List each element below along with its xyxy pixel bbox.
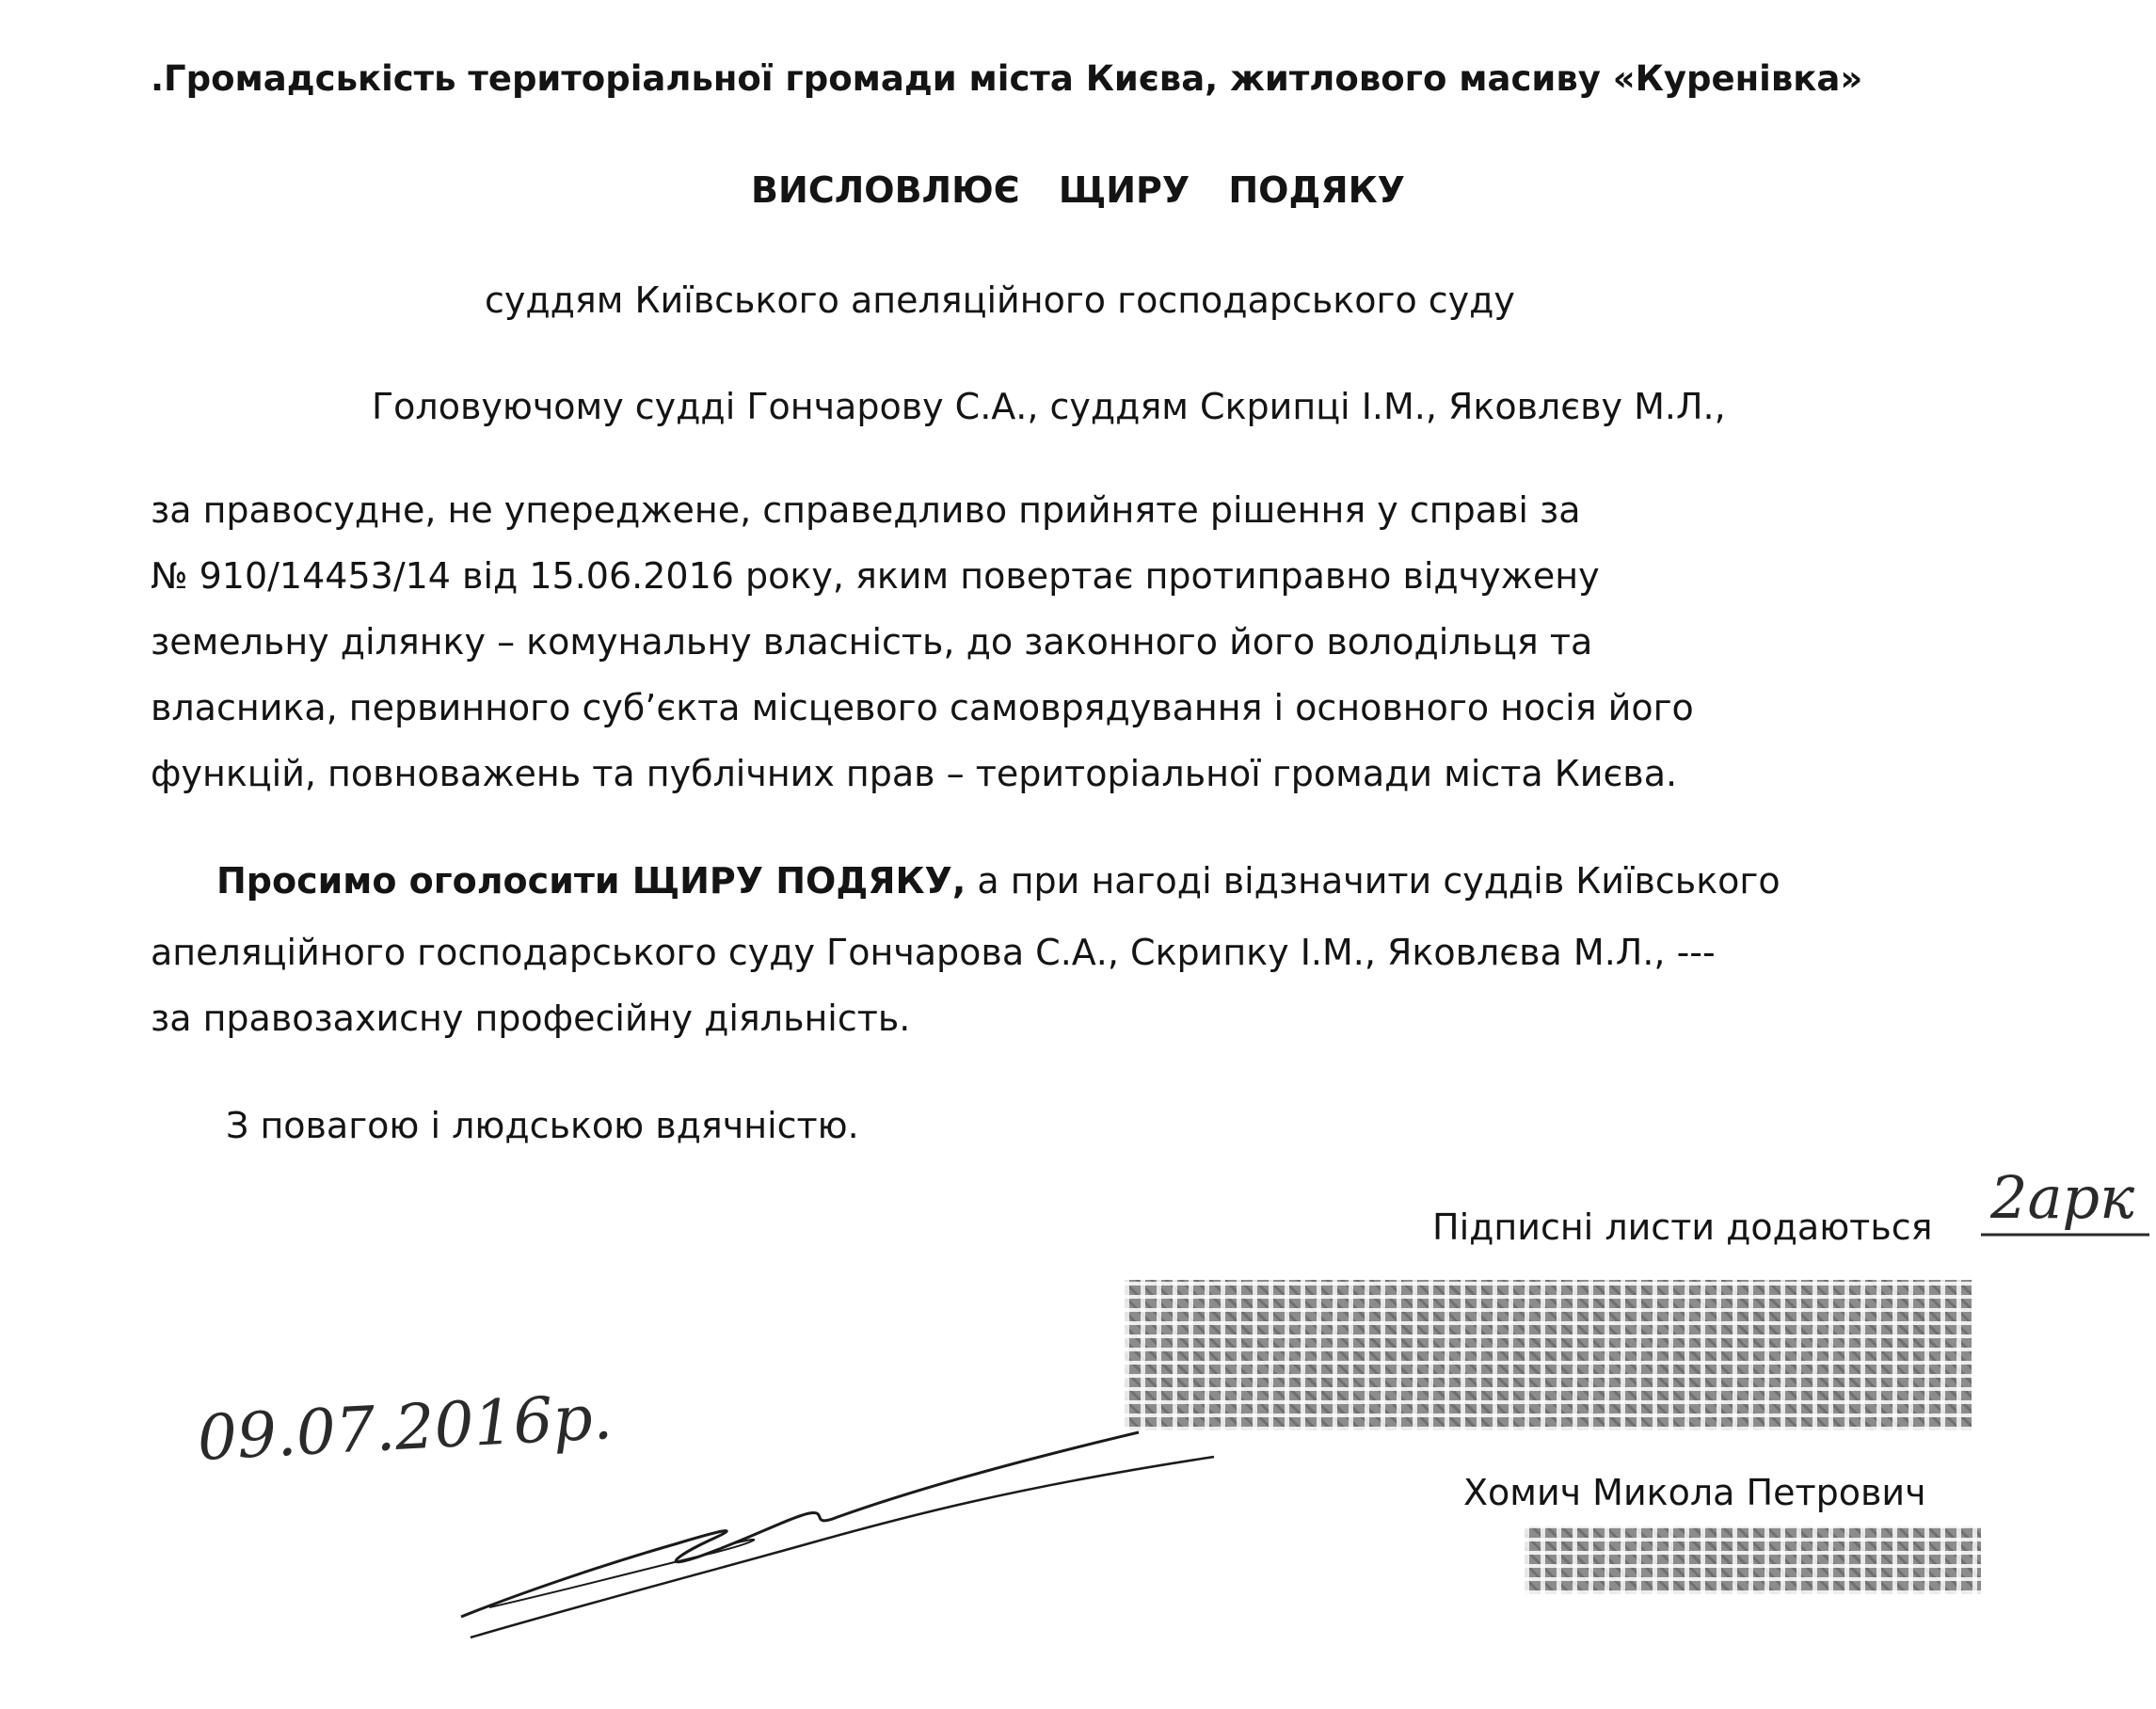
paragraph-line: земельну ділянку – комунальну власність, до законного його володільця та [151, 621, 1593, 663]
paragraph-line: за правосудне, не упереджене, справедливо прийняте рішення у справі за [151, 489, 1581, 531]
paragraph-line: за правозахисну професійну діяльність. [151, 998, 911, 1039]
paragraph-line: функцій, повноважень та публічних прав – територіальної громади міста Києва. [151, 753, 1678, 794]
signatory-name: Хомич Микола Петрович [1463, 1472, 1926, 1513]
community-heading: .Громадськість територіальної громади міста Києва, житлового масиву «Куренівка» [151, 58, 1863, 99]
request-rest: а при нагоді відзначити суддів Київського [966, 860, 1781, 902]
request-lead: Просимо оголосити ЩИРУ ПОДЯКУ, [216, 860, 966, 902]
attachments-line: Підписні листи додаються [1432, 1206, 1933, 1248]
handwritten-date: 09.07.2016р. [195, 1380, 615, 1475]
closing-line: З повагою і людською вдячністю. [226, 1105, 859, 1146]
paragraph-line: апеляційного господарського суду Гончарова С.А., Скрипку І.М., Яковлєва М.Л., --- [151, 932, 1716, 973]
addressee-line: суддям Київського апеляційного господарського суду [485, 280, 1515, 321]
attachments-handwritten: 2арк [1990, 1163, 2135, 1232]
gratitude-title: ВИСЛОВЛЮЄ ЩИРУ ПОДЯКУ [751, 169, 1405, 211]
judges-line: Головуючому судді Гончарову С.А., суддям Скрипці І.М., Яковлєву М.Л., [372, 386, 1726, 427]
paragraph-line: власника, первинного суб’єкта місцевого самоврядування і основного носія його [151, 687, 1694, 728]
redacted-signature-info [1525, 1526, 1981, 1594]
paragraph-line: № 910/14453/14 від 15.06.2016 року, яким повертає протиправно відчужену [151, 555, 1600, 597]
